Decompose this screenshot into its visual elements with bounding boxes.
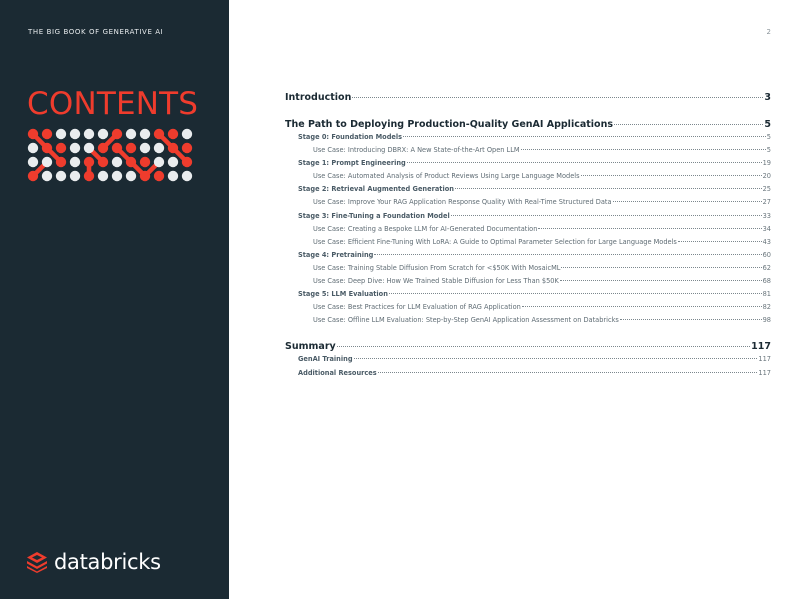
- pattern-dot: [98, 143, 108, 153]
- toc-entry-page: 60: [762, 250, 771, 259]
- toc-entry-label: Use Case: Deep Dive: How We Trained Stable Diffusion for Less Than $50K: [313, 277, 559, 286]
- toc-entry-page: 117: [758, 368, 771, 377]
- toc-entry-label: Stage 0: Foundation Models: [298, 133, 403, 141]
- dot-leader: [522, 306, 762, 307]
- toc-entry-label: Stage 2: Retrieval Augmented Generation: [298, 185, 454, 194]
- dot-leader: [455, 188, 762, 189]
- dot-leader: [378, 372, 758, 373]
- pattern-dot: [126, 171, 136, 181]
- pattern-dot: [112, 129, 122, 139]
- pattern-dot: [56, 171, 66, 181]
- dot-pattern-graphic: [27, 128, 195, 184]
- toc-stage-entry[interactable]: [285, 251, 771, 264]
- pattern-dot: [28, 157, 38, 167]
- pattern-dot: [112, 157, 122, 167]
- dot-leader: [538, 228, 761, 229]
- toc-entry-page: 82: [762, 303, 771, 312]
- toc-entry-label: Use Case: Automated Analysis of Product Reviews Using Large Language Models: [313, 172, 580, 181]
- toc-introduction[interactable]: [285, 92, 771, 106]
- pattern-dot: [140, 129, 150, 139]
- pattern-dot: [42, 171, 52, 181]
- toc-entry-page: 34: [762, 224, 771, 233]
- toc-stage-entry[interactable]: [285, 133, 771, 146]
- toc-entry-page: 117: [758, 355, 771, 364]
- pattern-dot: [182, 129, 192, 139]
- toc-path-entries: [285, 133, 771, 329]
- toc-entry-label: The Path to Deploying Production-Quality GenAI Applications: [285, 119, 613, 130]
- toc-use-case-entry[interactable]: [285, 146, 771, 159]
- pattern-dot: [28, 143, 38, 153]
- dot-leader: [407, 162, 762, 163]
- dot-leader: [561, 267, 761, 268]
- pattern-dot: [168, 129, 178, 139]
- toc-entry-page: 62: [762, 263, 771, 272]
- pattern-dot: [154, 171, 164, 181]
- toc-entry-label: Stage 5: LLM Evaluation: [298, 290, 388, 299]
- toc-entry-page: 19: [762, 159, 771, 168]
- toc-entry-label: Introduction: [285, 92, 352, 103]
- pattern-dot: [56, 143, 66, 153]
- toc-entry-label: Use Case: Introducing DBRX: A New State-of-the-Art Open LLM: [313, 146, 520, 155]
- pattern-dot: [84, 143, 94, 153]
- toc-entry-label: Stage 3: Fine-Tuning a Foundation Model: [298, 211, 450, 220]
- toc-entry-page: 68: [762, 277, 771, 286]
- pattern-dot: [84, 157, 94, 167]
- toc-stage-entry[interactable]: [285, 185, 771, 198]
- pattern-dot: [140, 171, 150, 181]
- toc-entry-page: 25: [762, 185, 771, 194]
- pattern-dot: [154, 143, 164, 153]
- pattern-dot: [140, 143, 150, 153]
- pattern-dot: [84, 129, 94, 139]
- toc-summary-entries: [285, 355, 771, 381]
- toc-entry-label: Summary: [285, 341, 336, 353]
- pattern-dot: [154, 157, 164, 167]
- pattern-dot: [112, 143, 122, 153]
- toc-entry-label: Use Case: Improve Your RAG Application Response Quality With Real-Time Structured Data: [313, 198, 612, 207]
- toc-entry-label: Use Case: Best Practices for LLM Evaluation of RAG Application: [313, 303, 521, 312]
- dot-leader: [620, 319, 762, 320]
- pattern-dot: [70, 171, 80, 181]
- pattern-dot: [126, 157, 136, 167]
- pattern-dot: [168, 157, 178, 167]
- toc-stage-entry[interactable]: [285, 290, 771, 303]
- databricks-stack-icon: [26, 551, 48, 573]
- page-number: 2: [766, 28, 771, 36]
- dot-leader: [403, 136, 766, 137]
- toc-entry-label: Use Case: Efficient Fine-Tuning With LoRA: A Guide to Optimal Parameter Selection for Large Language Models: [313, 237, 677, 246]
- dot-leader: [560, 280, 762, 281]
- table-of-contents: [285, 92, 771, 382]
- toc-entry-page: 81: [762, 290, 771, 299]
- dot-leader: [614, 124, 763, 125]
- pattern-dot: [70, 157, 80, 167]
- toc-summary-section[interactable]: [285, 341, 771, 355]
- toc-use-case-entry[interactable]: [285, 303, 771, 316]
- toc-entry-page: 33: [762, 211, 771, 220]
- logo-text: databricks: [54, 550, 161, 574]
- pattern-dot: [182, 171, 192, 181]
- sidebar: [0, 0, 229, 599]
- toc-entry-label: Stage 4: Pretraining: [298, 250, 374, 259]
- toc-entry-page: 98: [762, 316, 771, 325]
- dot-leader: [354, 358, 758, 359]
- dot-leader: [521, 149, 766, 150]
- pattern-dot: [98, 157, 108, 167]
- dot-leader: [352, 97, 763, 98]
- book-title: THE BIG BOOK OF GENERATIVE AI: [28, 28, 164, 36]
- dot-leader: [389, 293, 762, 294]
- toc-path-section[interactable]: [285, 119, 771, 133]
- toc-stage-entry[interactable]: [285, 355, 771, 368]
- toc-entry-label: GenAI Training: [298, 355, 353, 364]
- dot-leader: [374, 254, 761, 255]
- pattern-dot: [70, 129, 80, 139]
- toc-entry-label: Stage 1: Prompt Engineering: [298, 159, 406, 168]
- dot-leader: [678, 241, 762, 242]
- toc-entry-page: 5: [766, 146, 771, 155]
- toc-use-case-entry[interactable]: [285, 225, 771, 238]
- pattern-dot: [56, 157, 66, 167]
- toc-entry-page: 117: [751, 341, 771, 353]
- toc-entry-page: 5: [766, 133, 771, 141]
- pattern-dot: [84, 171, 94, 181]
- toc-entry-label: Use Case: Creating a Bespoke LLM for AI-Generated Documentation: [313, 224, 538, 233]
- dot-leader: [451, 215, 762, 216]
- toc-stage-entry[interactable]: [285, 212, 771, 225]
- toc-use-case-entry[interactable]: [285, 238, 771, 251]
- toc-use-case-entry[interactable]: [285, 264, 771, 277]
- dot-leader: [613, 201, 762, 202]
- pattern-dot: [28, 171, 38, 181]
- pattern-dot: [112, 171, 122, 181]
- pattern-dot: [126, 143, 136, 153]
- toc-use-case-entry[interactable]: [285, 316, 771, 329]
- pattern-dot: [168, 143, 178, 153]
- toc-entry-page: 20: [762, 172, 771, 181]
- toc-entry-page: 5: [764, 119, 771, 130]
- pattern-dot: [56, 129, 66, 139]
- pattern-dot: [42, 143, 52, 153]
- pattern-dot: [182, 157, 192, 167]
- pattern-dot: [98, 171, 108, 181]
- pattern-dot: [154, 129, 164, 139]
- pattern-dot: [182, 143, 192, 153]
- dot-leader: [337, 346, 750, 347]
- databricks-logo: [26, 550, 161, 574]
- toc-entry-label: Use Case: Training Stable Diffusion From Scratch for <$50K With MosaicML: [313, 263, 561, 272]
- pattern-dot: [140, 157, 150, 167]
- pattern-dot: [168, 171, 178, 181]
- pattern-dot: [98, 129, 108, 139]
- dot-leader: [581, 175, 762, 176]
- toc-entry-page: 27: [762, 198, 771, 207]
- toc-use-case-entry[interactable]: [285, 198, 771, 211]
- pattern-dot: [70, 143, 80, 153]
- toc-entry-label: Additional Resources: [298, 368, 377, 377]
- contents-heading: CONTENTS: [27, 86, 199, 122]
- toc-entry-label: Use Case: Offline LLM Evaluation: Step-by-Step GenAI Application Assessment on Databricks: [313, 316, 619, 325]
- pattern-dot: [126, 129, 136, 139]
- pattern-dot: [28, 129, 38, 139]
- toc-stage-entry[interactable]: [285, 159, 771, 172]
- toc-entry-page: 43: [762, 237, 771, 246]
- toc-entry-page: 3: [764, 92, 771, 103]
- pattern-dot: [42, 157, 52, 167]
- toc-use-case-entry[interactable]: [285, 277, 771, 290]
- pattern-dot: [42, 129, 52, 139]
- toc-stage-entry[interactable]: [285, 369, 771, 382]
- toc-use-case-entry[interactable]: [285, 172, 771, 185]
